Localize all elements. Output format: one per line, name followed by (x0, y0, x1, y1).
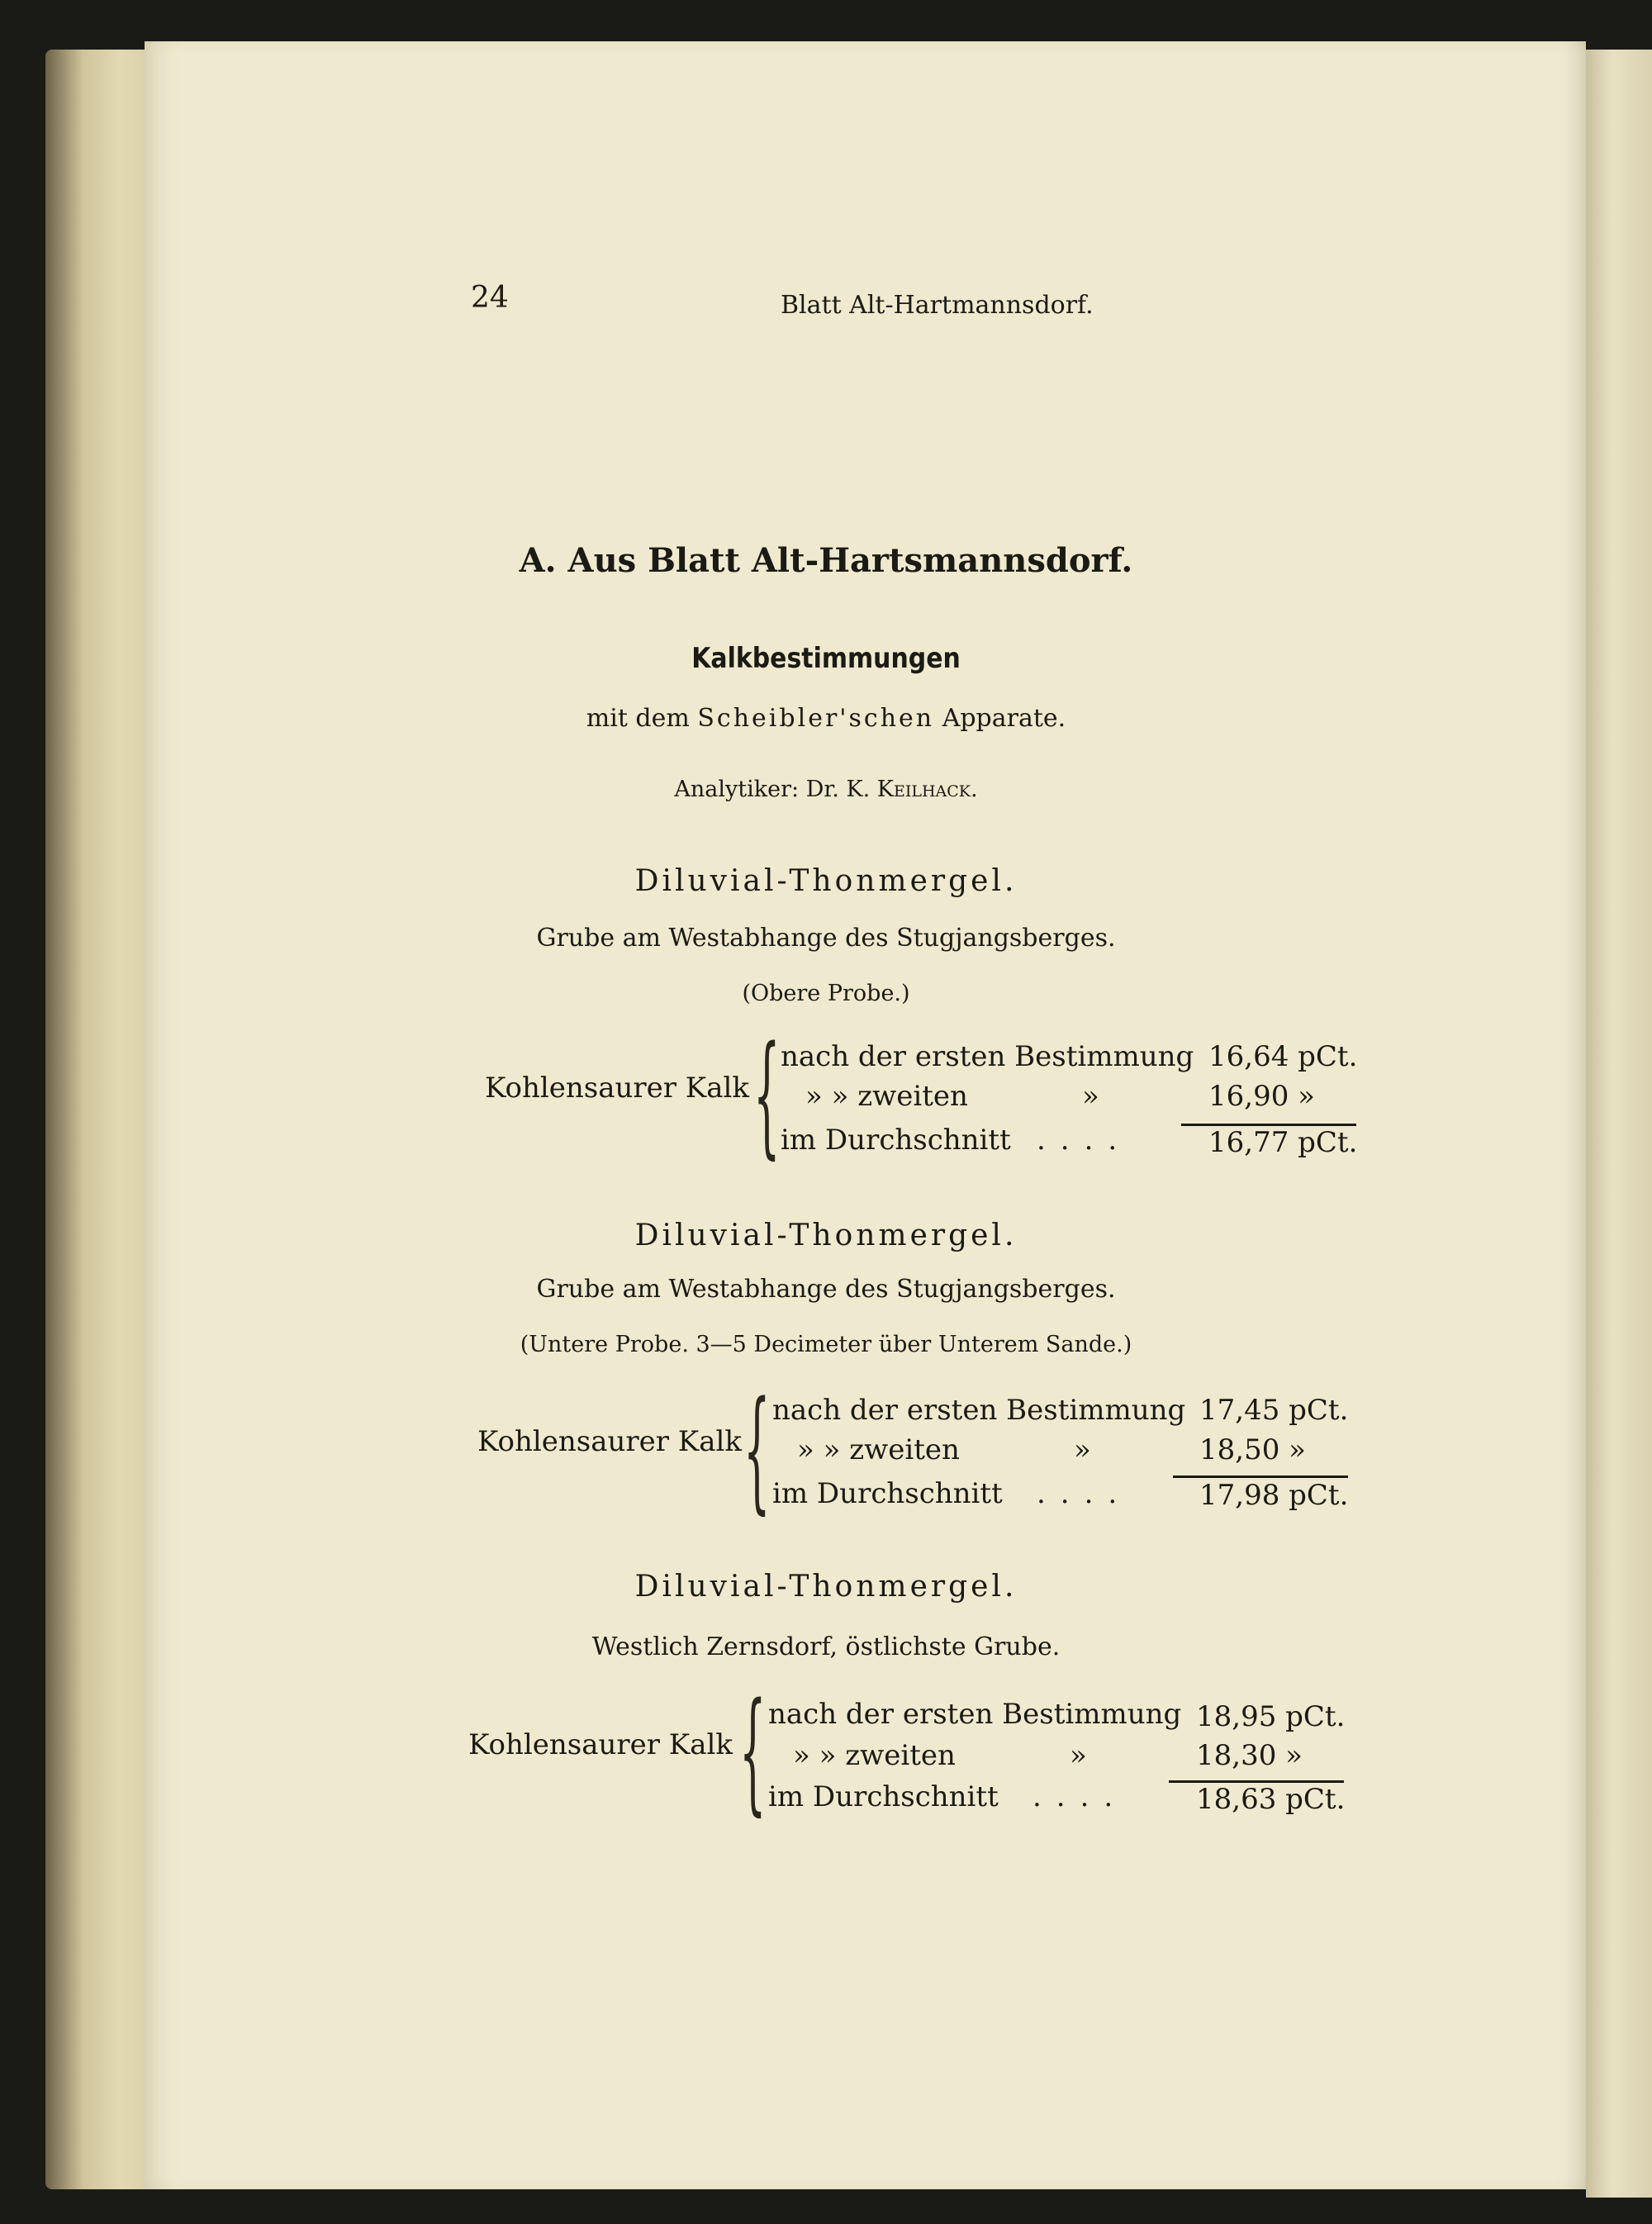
analyst-label: Analytiker: Dr. K. (674, 777, 871, 802)
measurement-row-second (793, 1739, 956, 1772)
measurement-row-first (768, 1698, 1181, 1731)
apparatus-line (0, 704, 1652, 733)
brace: { (753, 1017, 781, 1171)
measurement-value: 18,30 » (1196, 1739, 1303, 1772)
row-text: im Durchschnitt (781, 1124, 1011, 1157)
measurement-value: 16,64 pCt. (1208, 1040, 1358, 1073)
section-title: A. Aus Blatt Alt-Hartsmannsdorf. (519, 541, 1133, 580)
leader-dots: .... (1037, 1124, 1132, 1157)
measurement-label: Kohlensaurer Kalk (477, 1425, 742, 1458)
sample-location: Grube am Westabhange des Stugjangsberges. (536, 1275, 1116, 1304)
sample-heading: Diluvial-Thonmergel. (634, 1219, 1018, 1252)
row-text: im Durchschnitt (768, 1780, 999, 1813)
measurement-value: 18,95 pCt. (1196, 1700, 1346, 1733)
sample-location: Grube am Westabhange des Stugjangsberges. (536, 924, 1116, 953)
measurement-label: Kohlensaurer Kalk (468, 1728, 733, 1761)
sum-rule (1173, 1476, 1348, 1478)
measurement-row-average (772, 1477, 1003, 1510)
running-head: Blatt Alt-Hartmannsdorf. (781, 291, 1094, 320)
ditto-mark: » (1070, 1739, 1087, 1772)
sample-heading: Diluvial-Thonmergel. (634, 1570, 1018, 1604)
brace: { (743, 1372, 771, 1527)
subtitle: Kalkbestimmungen (691, 642, 961, 675)
row-text: nach der ersten Bestimmung (781, 1040, 1194, 1073)
measurement-value: 17,98 pCt. (1199, 1479, 1349, 1512)
sample-location: Westlich Zernsdorf, östlichste Grube. (591, 1632, 1061, 1661)
measurement-label: Kohlensaurer Kalk (485, 1072, 749, 1105)
brace: { (739, 1674, 767, 1828)
row-text: » » zweiten (805, 1080, 968, 1113)
measurement-value: 18,63 pCt. (1196, 1783, 1346, 1816)
sample-probe: (Untere Probe. 3—5 Decimeter über Unterem Sande.) (520, 1332, 1132, 1357)
analyst-name: Keilhack. (876, 777, 978, 802)
apparatus-prefix: mit dem (586, 704, 690, 733)
measurement-value: 17,45 pCt. (1199, 1394, 1349, 1427)
measurement-value: 16,77 pCt. (1208, 1126, 1358, 1159)
row-text: nach der ersten Bestimmung (768, 1698, 1182, 1731)
measurement-row-first (772, 1394, 1185, 1427)
measurement-block (0, 1372, 1652, 1527)
sample-probe: (Obere Probe.) (742, 981, 910, 1006)
measurement-row-average (781, 1124, 1011, 1157)
measurement-row-second (797, 1433, 960, 1466)
leader-dots: .... (1032, 1780, 1128, 1813)
measurement-block (0, 1017, 1652, 1171)
apparatus-name: Scheibler'schen (697, 704, 935, 733)
measurement-value: 16,90 » (1208, 1080, 1315, 1113)
page-number: 24 (471, 281, 509, 315)
measurement-block (0, 1674, 1652, 1828)
measurement-value: 18,50 » (1199, 1433, 1306, 1466)
row-text: » » zweiten (793, 1739, 956, 1772)
row-text: nach der ersten Bestimmung (772, 1394, 1186, 1427)
leader-dots: .... (1037, 1477, 1132, 1510)
apparatus-suffix: Apparate. (942, 704, 1066, 733)
measurement-row-average (768, 1780, 999, 1813)
measurement-row-first (781, 1040, 1194, 1073)
ditto-mark: » (1074, 1433, 1091, 1466)
row-text: im Durchschnitt (772, 1477, 1003, 1510)
row-text: » » zweiten (797, 1433, 960, 1466)
measurement-row-second (805, 1080, 968, 1113)
analyst-line (0, 777, 1652, 802)
sample-heading: Diluvial-Thonmergel. (634, 864, 1018, 898)
ditto-mark: » (1082, 1080, 1099, 1113)
